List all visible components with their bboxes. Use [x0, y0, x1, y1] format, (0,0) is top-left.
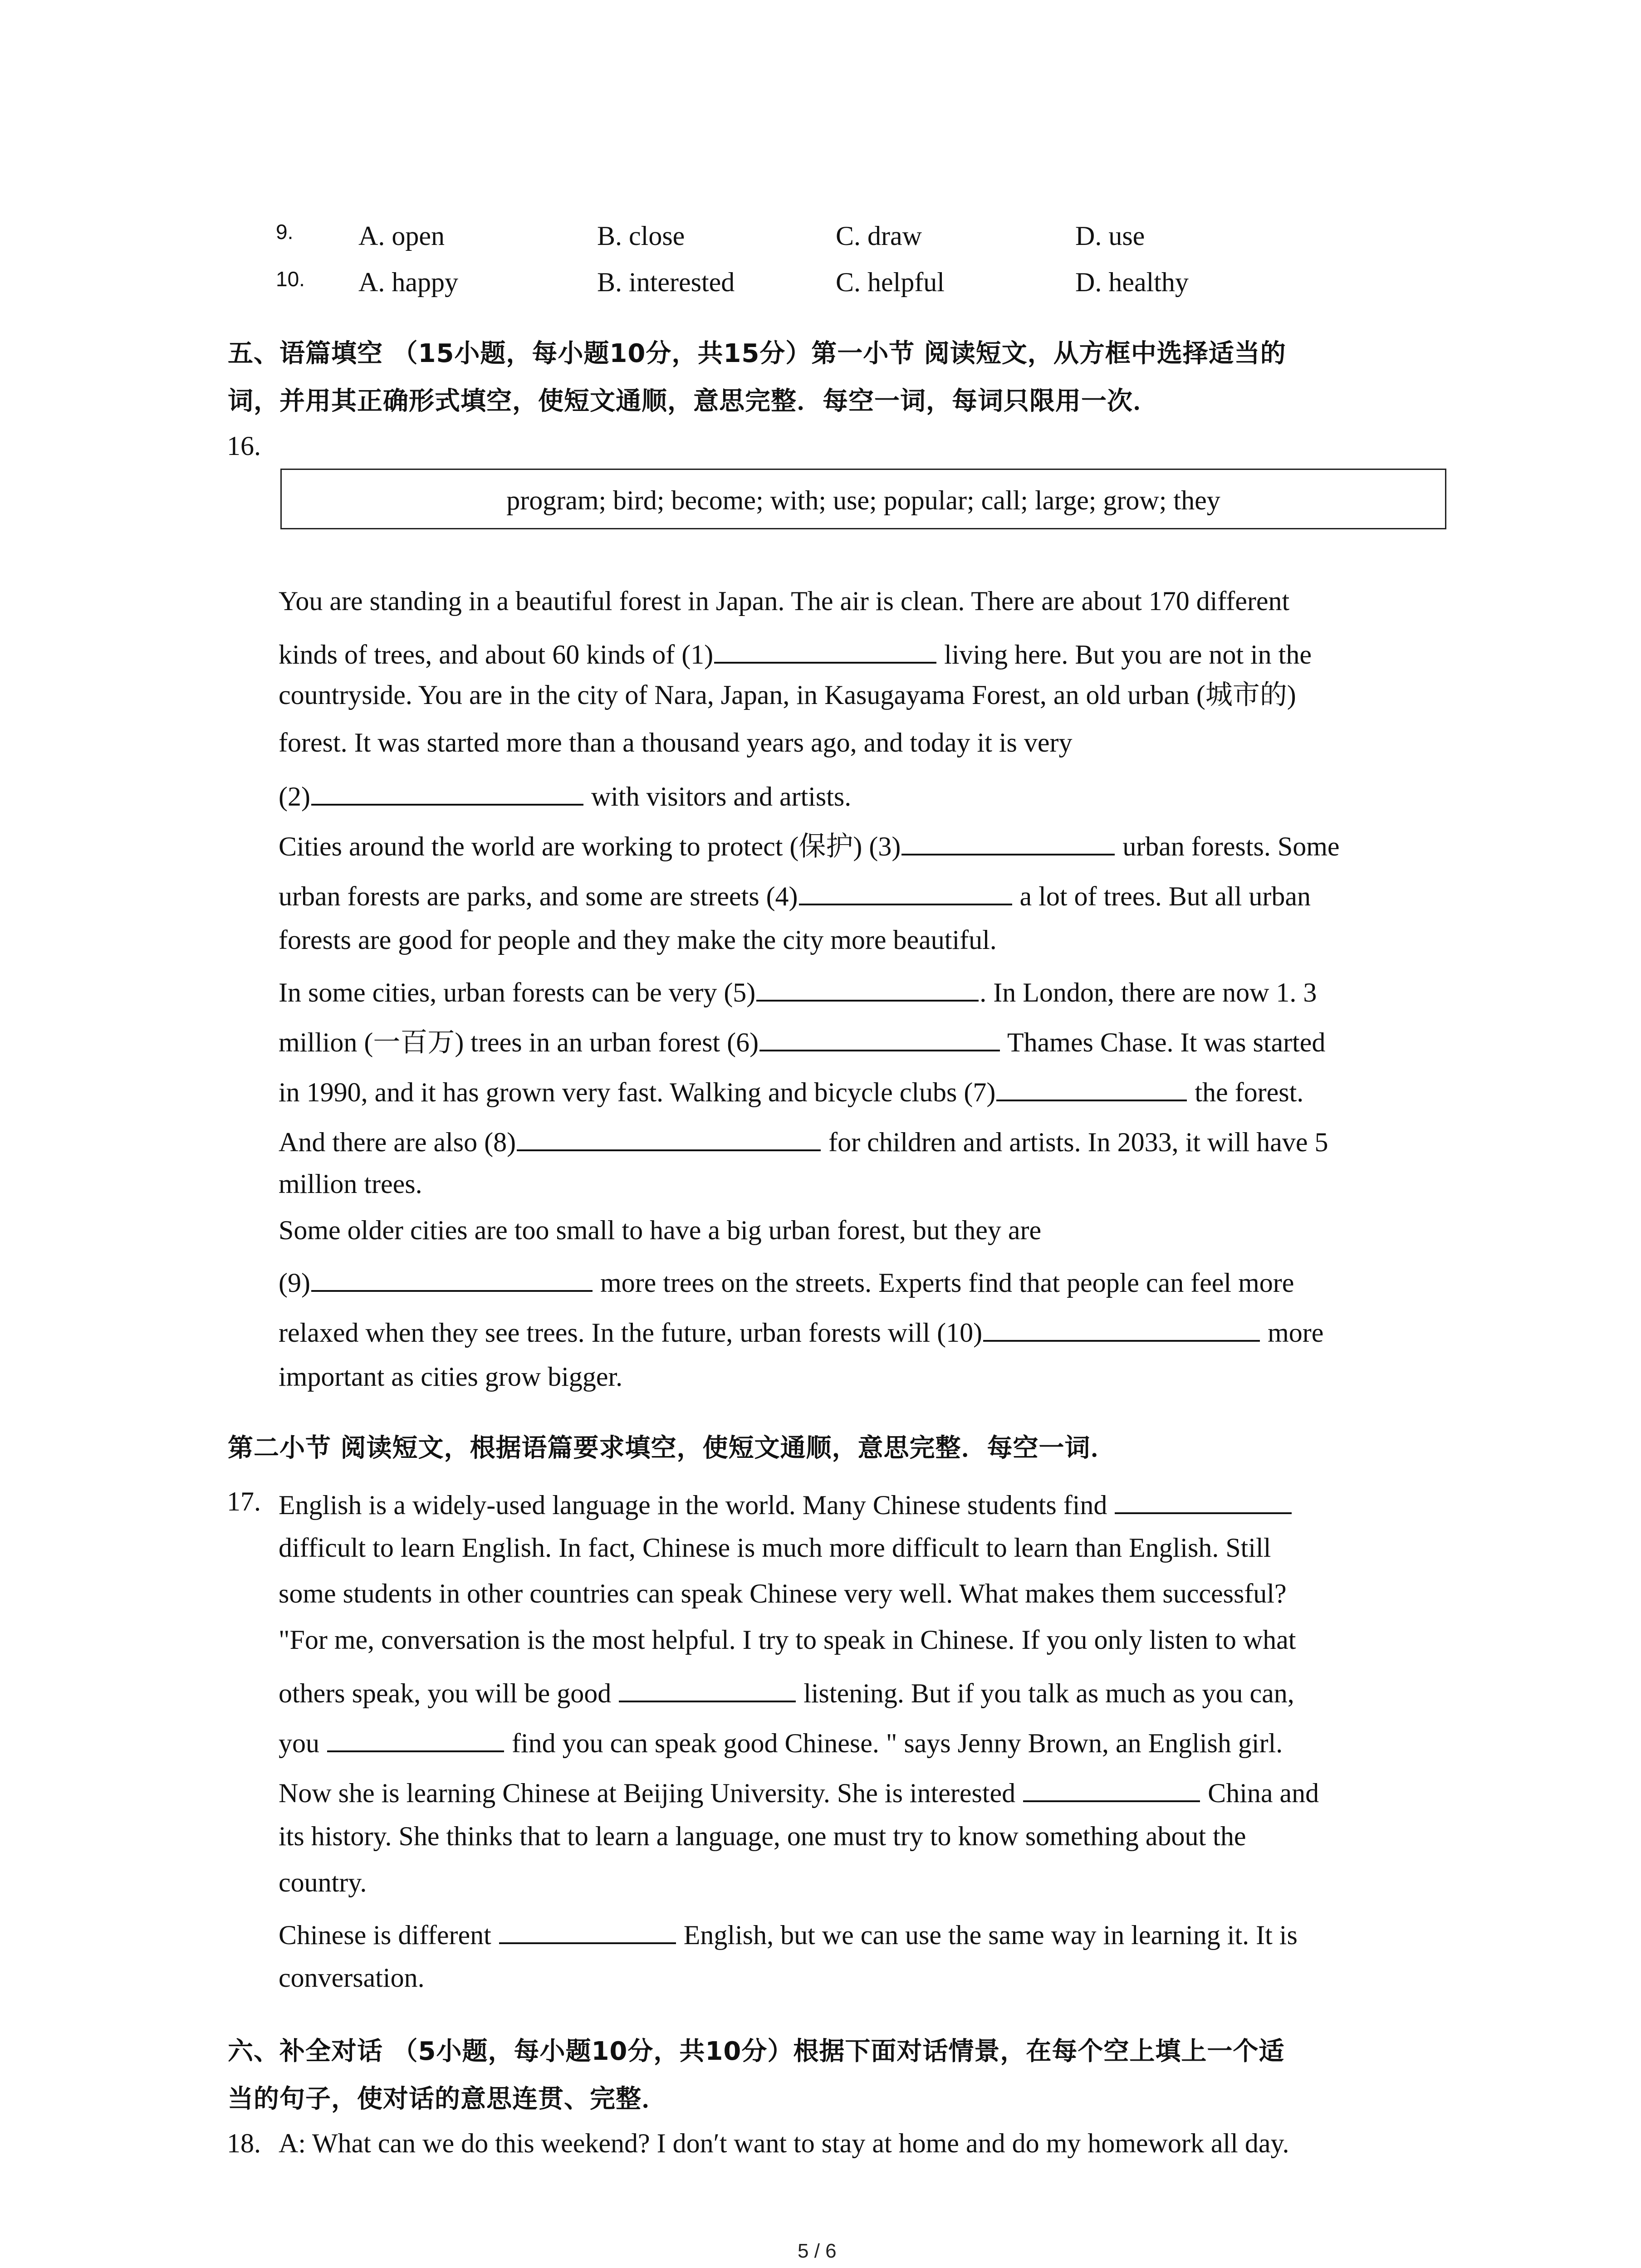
- option-a: A. happy: [358, 267, 458, 297]
- section-heading: 第二小节 阅读短文，根据语篇要求填空，使短文通顺，意思完整．每空一词．: [228, 1433, 1117, 1463]
- blank-9[interactable]: [311, 1266, 593, 1292]
- passage-line: countryside. You are in the city of Nara, Japan, in Kasugayama Forest, an old urban (城市的): [279, 680, 1296, 710]
- passage-line: its history. She thinks that to learn a language, one must try to know something about the: [279, 1821, 1246, 1851]
- page-number: 5 / 6: [798, 2240, 837, 2262]
- passage-line: important as cities grow bigger.: [279, 1362, 623, 1392]
- blank-2[interactable]: [311, 779, 583, 806]
- section-heading: 词，并用其正确形式填空，使短文通顺，意思完整．每空一词，每词只限用一次．: [228, 386, 1159, 416]
- question-number: 10.: [276, 267, 305, 291]
- section-heading: 六、补全对话 （5小题，每小题10分，共10分）根据下面对话情景，在每个空上填上一个适: [228, 2037, 1285, 2066]
- passage-line: forests are good for people and they make the city more beautiful.: [279, 925, 997, 955]
- passage-line: some students in other countries can speak Chinese very well. What makes them successful?: [279, 1579, 1287, 1608]
- passage-line: Now she is learning Chinese at Beijing University. She is interested China and: [279, 1776, 1319, 1807]
- blank[interactable]: [1115, 1488, 1292, 1514]
- passage-line: You are standing in a beautiful forest in Japan. The air is clean. There are about 170 different: [279, 586, 1290, 616]
- passage-line: urban forests are parks, and some are streets (4) a lot of trees. But all urban: [279, 879, 1311, 910]
- question-number: 17.: [227, 1486, 261, 1516]
- passage-line: Chinese is different English, but we can use the same way in learning it. It is: [279, 1918, 1298, 1949]
- blank[interactable]: [1023, 1776, 1200, 1802]
- dialogue-line: A: What can we do this weekend? I don′t want to stay at home and do my homework all day.: [279, 2128, 1289, 2158]
- question-number: 18.: [227, 2128, 261, 2158]
- passage-line: kinds of trees, and about 60 kinds of (1) living here. But you are not in the: [279, 637, 1312, 668]
- passage-line: English is a widely-used language in the world. Many Chinese students find: [279, 1488, 1293, 1519]
- blank[interactable]: [619, 1676, 796, 1702]
- passage-line: relaxed when they see trees. In the future, urban forests will (10) more: [279, 1315, 1323, 1346]
- passage-line: (9) more trees on the streets. Experts find that people can feel more: [279, 1266, 1294, 1296]
- blank-1[interactable]: [714, 637, 936, 664]
- option-d: D. healthy: [1075, 267, 1189, 297]
- option-c: C. draw: [836, 221, 922, 251]
- section-heading: 当的句子，使对话的意思连贯、完整．: [228, 2084, 667, 2114]
- passage-line: (2) with visitors and artists.: [279, 779, 851, 810]
- passage-line: In some cities, urban forests can be very (5) . In London, there are now 1. 3: [279, 975, 1317, 1006]
- option-b: B. interested: [597, 267, 735, 297]
- passage-line: And there are also (8) for children and artists. In 2033, it will have 5: [279, 1125, 1328, 1156]
- passage-line: forest. It was started more than a thousand years ago, and today it is very: [279, 728, 1073, 758]
- passage-line: in 1990, and it has grown very fast. Walking and bicycle clubs (7) the forest.: [279, 1075, 1303, 1106]
- question-number: 16.: [227, 431, 261, 461]
- passage-line: difficult to learn English. In fact, Chinese is much more difficult to learn than English. Still: [279, 1533, 1271, 1563]
- blank-3[interactable]: [901, 829, 1115, 855]
- word-bank: program; bird; become; with; use; popular; call; large; grow; they: [506, 485, 1220, 515]
- passage-line: conversation.: [279, 1963, 425, 1993]
- blank-4[interactable]: [799, 879, 1012, 905]
- option-c: C. helpful: [836, 267, 945, 297]
- section-heading: 五、语篇填空 （15小题，每小题10分，共15分）第一小节 阅读短文，从方框中选择适当的: [228, 339, 1286, 368]
- blank[interactable]: [499, 1918, 676, 1944]
- blank-10[interactable]: [983, 1315, 1260, 1342]
- question-number: 9.: [276, 220, 294, 244]
- blank-5[interactable]: [756, 975, 979, 1002]
- passage-line: you find you can speak good Chinese. " says Jenny Brown, an English girl.: [279, 1726, 1283, 1757]
- option-a: A. open: [358, 221, 445, 251]
- passage-line: Cities around the world are working to protect (保护) (3) urban forests. Some: [279, 829, 1340, 860]
- option-d: D. use: [1075, 221, 1145, 251]
- passage-line: million (一百万) trees in an urban forest (6) Thames Chase. It was started: [279, 1025, 1325, 1056]
- blank-7[interactable]: [996, 1075, 1187, 1101]
- blank-8[interactable]: [517, 1125, 821, 1151]
- word-bank-box: [280, 469, 1446, 529]
- passage-line: country.: [279, 1867, 367, 1897]
- passage-line: million trees.: [279, 1169, 422, 1199]
- passage-line: Some older cities are too small to have a big urban forest, but they are: [279, 1215, 1042, 1245]
- option-b: B. close: [597, 221, 685, 251]
- passage-line: others speak, you will be good listening. But if you talk as much as you can,: [279, 1676, 1294, 1707]
- blank-6[interactable]: [759, 1025, 1000, 1051]
- passage-line: "For me, conversation is the most helpful. I try to speak in Chinese. If you only listen to what: [279, 1625, 1296, 1655]
- blank[interactable]: [327, 1726, 504, 1752]
